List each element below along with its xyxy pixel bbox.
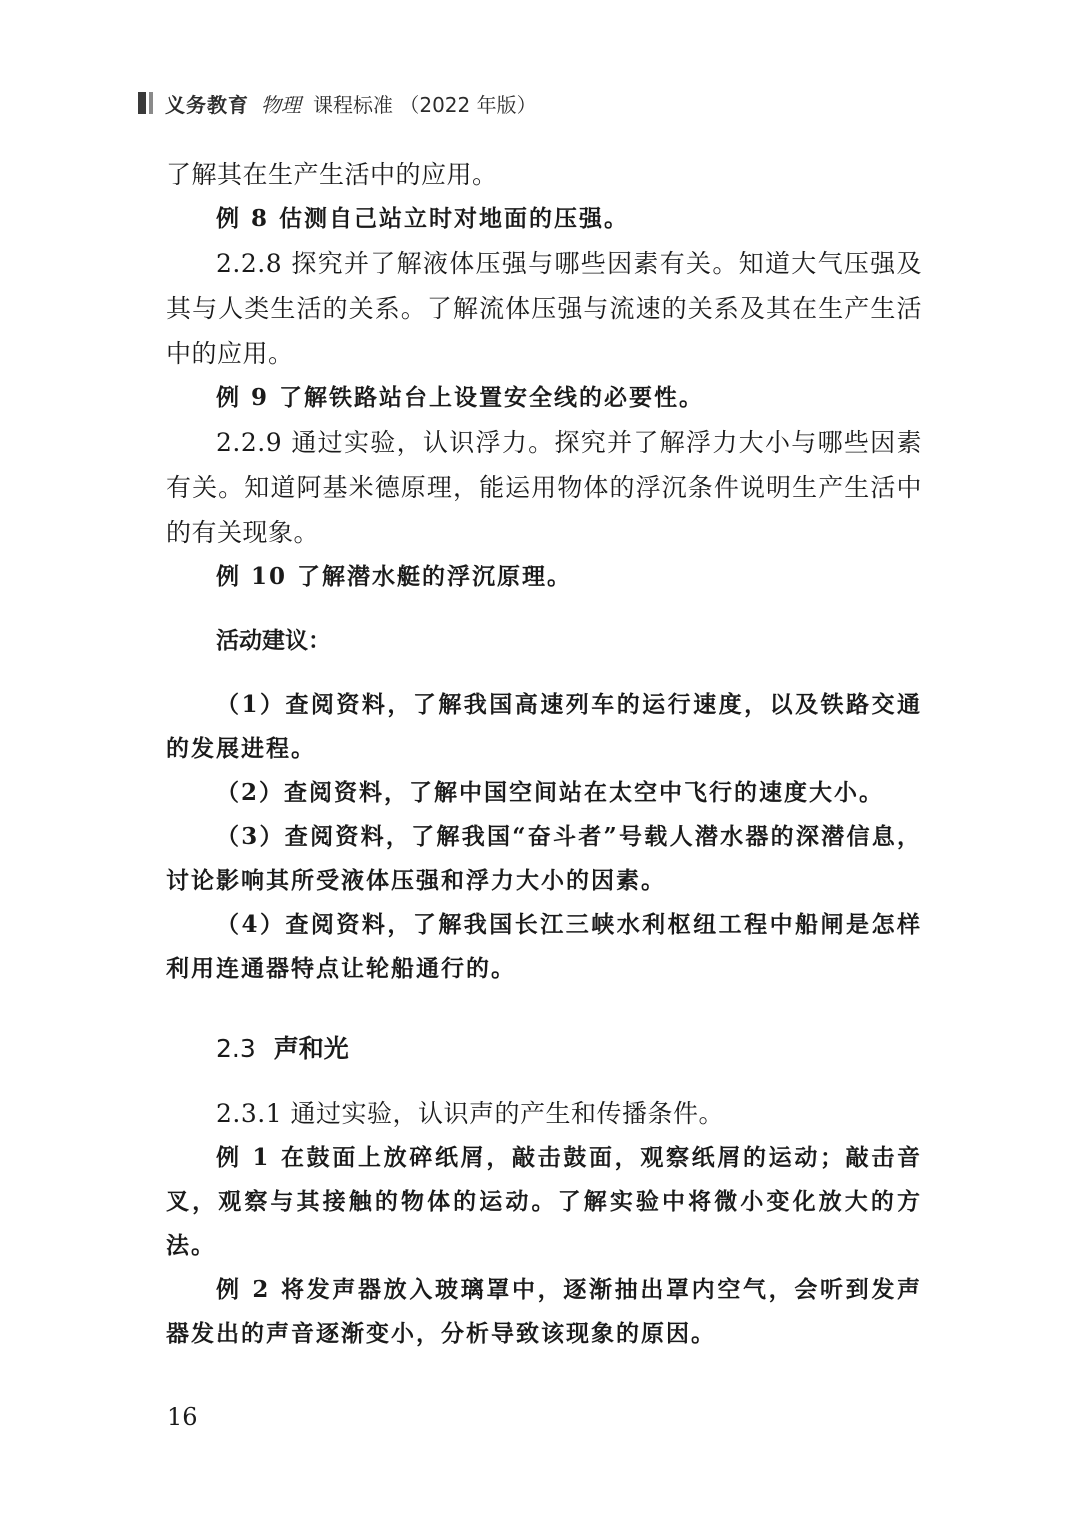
activity-item-4: （4）查阅资料，了解我国长江三峡水利枢纽工程中船闸是怎样利用连通器特点让轮船通行的。	[166, 911, 922, 982]
header-bars-icon	[138, 92, 153, 114]
header-bar-light	[149, 92, 153, 114]
example-1: 例 1 在鼓面上放碎纸屑，敲击鼓面，观察纸屑的运动；敲击音叉，观察与其接触的物体的运动。了解实验中将微小变化放大的方法。	[166, 1144, 922, 1259]
paragraph-2-2-9: 2.2.9 通过实验，认识浮力。探究并了解浮力大小与哪些因素有关。知道阿基米德原理，能运用物体的浮沉条件说明生产生活中的有关现象。	[166, 428, 922, 547]
header-suffix: 课程标准 （2022 年版）	[313, 92, 537, 117]
example-2: 例 2 将发声器放入玻璃罩中，逐渐抽出罩内空气，会听到发声器发出的声音逐渐变小，分析导致该现象的原因。	[166, 1276, 922, 1347]
activity-title: 活动建议：	[216, 628, 331, 654]
activity-item-2: （2）查阅资料，了解中国空间站在太空中飞行的速度大小。	[216, 779, 885, 806]
section-name: 声和光	[273, 1034, 349, 1063]
paragraph-2-3-1: 2.3.1 通过实验，认识声的产生和传播条件。	[216, 1099, 725, 1128]
page-number: 16	[167, 1403, 198, 1431]
header-subject: 物理	[261, 92, 301, 117]
header-bar-dark	[138, 92, 146, 114]
section-title	[166, 1027, 922, 1071]
example-10: 例 10 了解潜水艇的浮沉原理。	[216, 563, 573, 590]
paragraph-intro: 了解其在生产生活中的应用。	[166, 160, 498, 189]
running-header	[138, 89, 537, 117]
spacer	[166, 1071, 922, 1091]
header-title: 义务教育	[165, 92, 249, 117]
spacer	[166, 991, 922, 1027]
example-9: 例 9 了解铁路站台上设置安全线的必要性。	[216, 384, 705, 411]
activity-item-3: （3）查阅资料，了解我国“奋斗者”号载人潜水器的深潜信息，讨论影响其所受液体压强和浮力大小的因素。	[166, 823, 922, 894]
section-number: 2.3	[216, 1034, 256, 1063]
spacer	[166, 663, 922, 683]
body-text	[166, 152, 922, 1356]
example-8: 例 8 估测自己站立时对地面的压强。	[216, 205, 630, 232]
paragraph-2-2-8: 2.2.8 探究并了解液体压强与哪些因素有关。知道大气压强及其与人类生活的关系。了解流体压强与流速的关系及其在生产生活中的应用。	[166, 249, 922, 368]
spacer	[166, 599, 922, 619]
activity-item-1: （1）查阅资料，了解我国高速列车的运行速度，以及铁路交通的发展进程。	[166, 691, 922, 762]
